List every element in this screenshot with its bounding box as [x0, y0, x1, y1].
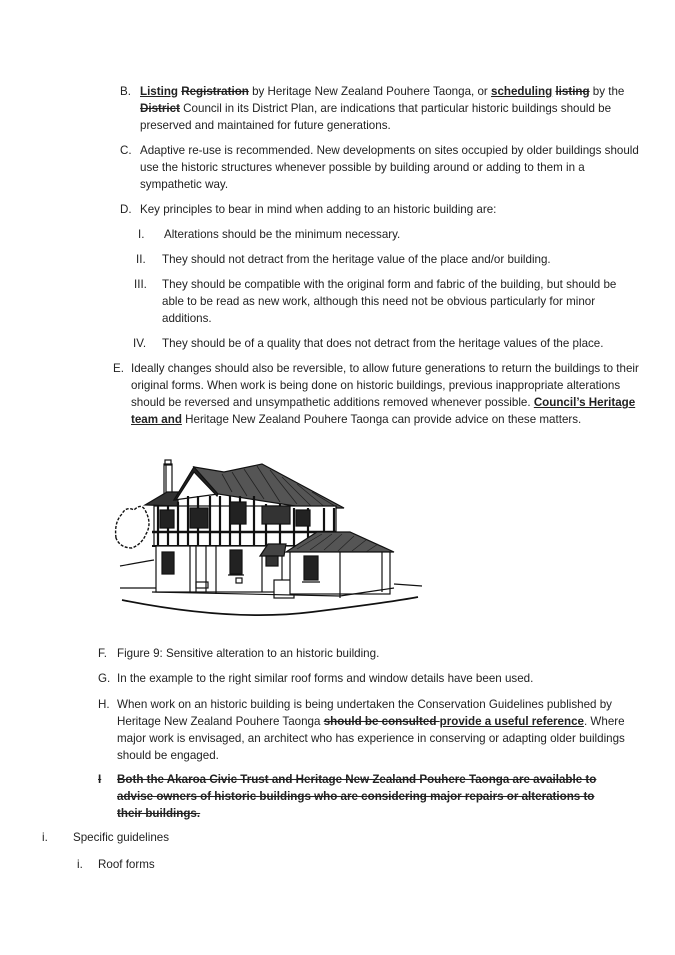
- list-item-d: [120, 201, 640, 218]
- list-marker: H.: [98, 698, 110, 711]
- list-item-text: They should be of a quality that does not detract from the heritage values of the place.: [162, 337, 604, 350]
- section-marker: i.: [42, 831, 48, 844]
- section-heading: Specific guidelines: [73, 831, 170, 844]
- list-marker: II.: [136, 253, 146, 266]
- list-marker: D.: [120, 203, 132, 216]
- sublist-item-4: [133, 335, 628, 352]
- list-marker: G.: [98, 672, 111, 685]
- list-item-i-deleted: [98, 771, 618, 822]
- section-marker: i.: [77, 858, 83, 871]
- figure-caption: Figure 9: Sensitive alteration to an historic building.: [117, 647, 380, 660]
- inserted-text: provide a useful reference: [439, 715, 584, 728]
- sublist-item-1: [138, 226, 628, 243]
- list-marker: III.: [134, 278, 147, 291]
- list-item-text: They should not detract from the heritage value of the place and/or building.: [162, 253, 551, 266]
- inserted-text: scheduling: [491, 85, 553, 98]
- list-item-e: [113, 360, 640, 428]
- list-item-h: [98, 696, 640, 764]
- sublist-item-2: [136, 251, 626, 268]
- list-item-text: Alterations should be the minimum necessary.: [164, 228, 401, 241]
- list-item-text: When work on an historic building is being undertaken the Conservation Guidelines published by Heritage New Zealand Pouhere Taonga should be consulted provide a useful reference. Where major work is envisaged, an architect who has experience in conserving or adapting older buildings should be engaged.: [117, 698, 625, 762]
- deleted-text: listing: [555, 85, 590, 98]
- list-marker: I: [98, 773, 102, 786]
- inserted-text: Council’s Heritage team and: [131, 396, 636, 426]
- list-item-text: Adaptive re-use is recommended. New developments on sites occupied by older buildings should use the historic structures whenever possible by building around or adding to them in a sympathetic way.: [140, 144, 639, 191]
- building-sketch-figure: [112, 452, 427, 624]
- deleted-text: District: [140, 102, 180, 115]
- list-item-g: [98, 670, 638, 687]
- list-item-b: [120, 83, 640, 134]
- list-marker: IV.: [133, 337, 147, 350]
- subsection-roof-forms: [77, 856, 377, 873]
- list-marker: B.: [120, 85, 131, 98]
- list-item-f: [98, 645, 638, 662]
- list-marker: I.: [138, 228, 145, 241]
- list-marker: F.: [98, 647, 108, 660]
- deleted-text: Both the Akaroa Civic Trust and Heritage New Zealand Pouhere Taonga are available to advise owners of historic buildings who are considering major repairs or alterations to their buildings.: [117, 773, 597, 820]
- list-item-c: [120, 142, 640, 193]
- deleted-text: should be consulted: [323, 715, 440, 728]
- list-item-text: They should be compatible with the original form and fabric of the building, but should be able to be read as new work, although this need not be obvious particularly for minor additions.: [162, 278, 617, 325]
- building-sketch-image: [112, 452, 427, 624]
- list-marker: E.: [113, 362, 124, 375]
- list-item-text: Listing Registration by Heritage New Zealand Pouhere Taonga, or scheduling listing by the District Council in its District Plan, are indications that particular historic buildings should be preserved and maintained for future generations.: [140, 85, 625, 132]
- sublist-item-3: [134, 276, 628, 327]
- list-item-text: Key principles to bear in mind when adding to an historic building are:: [140, 203, 497, 216]
- deleted-text: Registration: [181, 85, 249, 98]
- list-marker: C.: [120, 144, 132, 157]
- subsection-heading: Roof forms: [98, 858, 155, 871]
- list-item-text: Ideally changes should also be reversible, to allow future generations to return the buildings to their original forms. When work is being done on historic buildings, previous inappropriate alterations should be reversed and unsympathetic additions removed whenever possible. Council’s Heritage team and Heritage New Zealand Pouhere Taonga can provide advice on these matters.: [131, 362, 639, 426]
- inserted-text: Listing: [140, 85, 178, 98]
- section-specific-guidelines: [42, 829, 342, 846]
- list-item-text: In the example to the right similar roof forms and window details have been used.: [117, 672, 534, 685]
